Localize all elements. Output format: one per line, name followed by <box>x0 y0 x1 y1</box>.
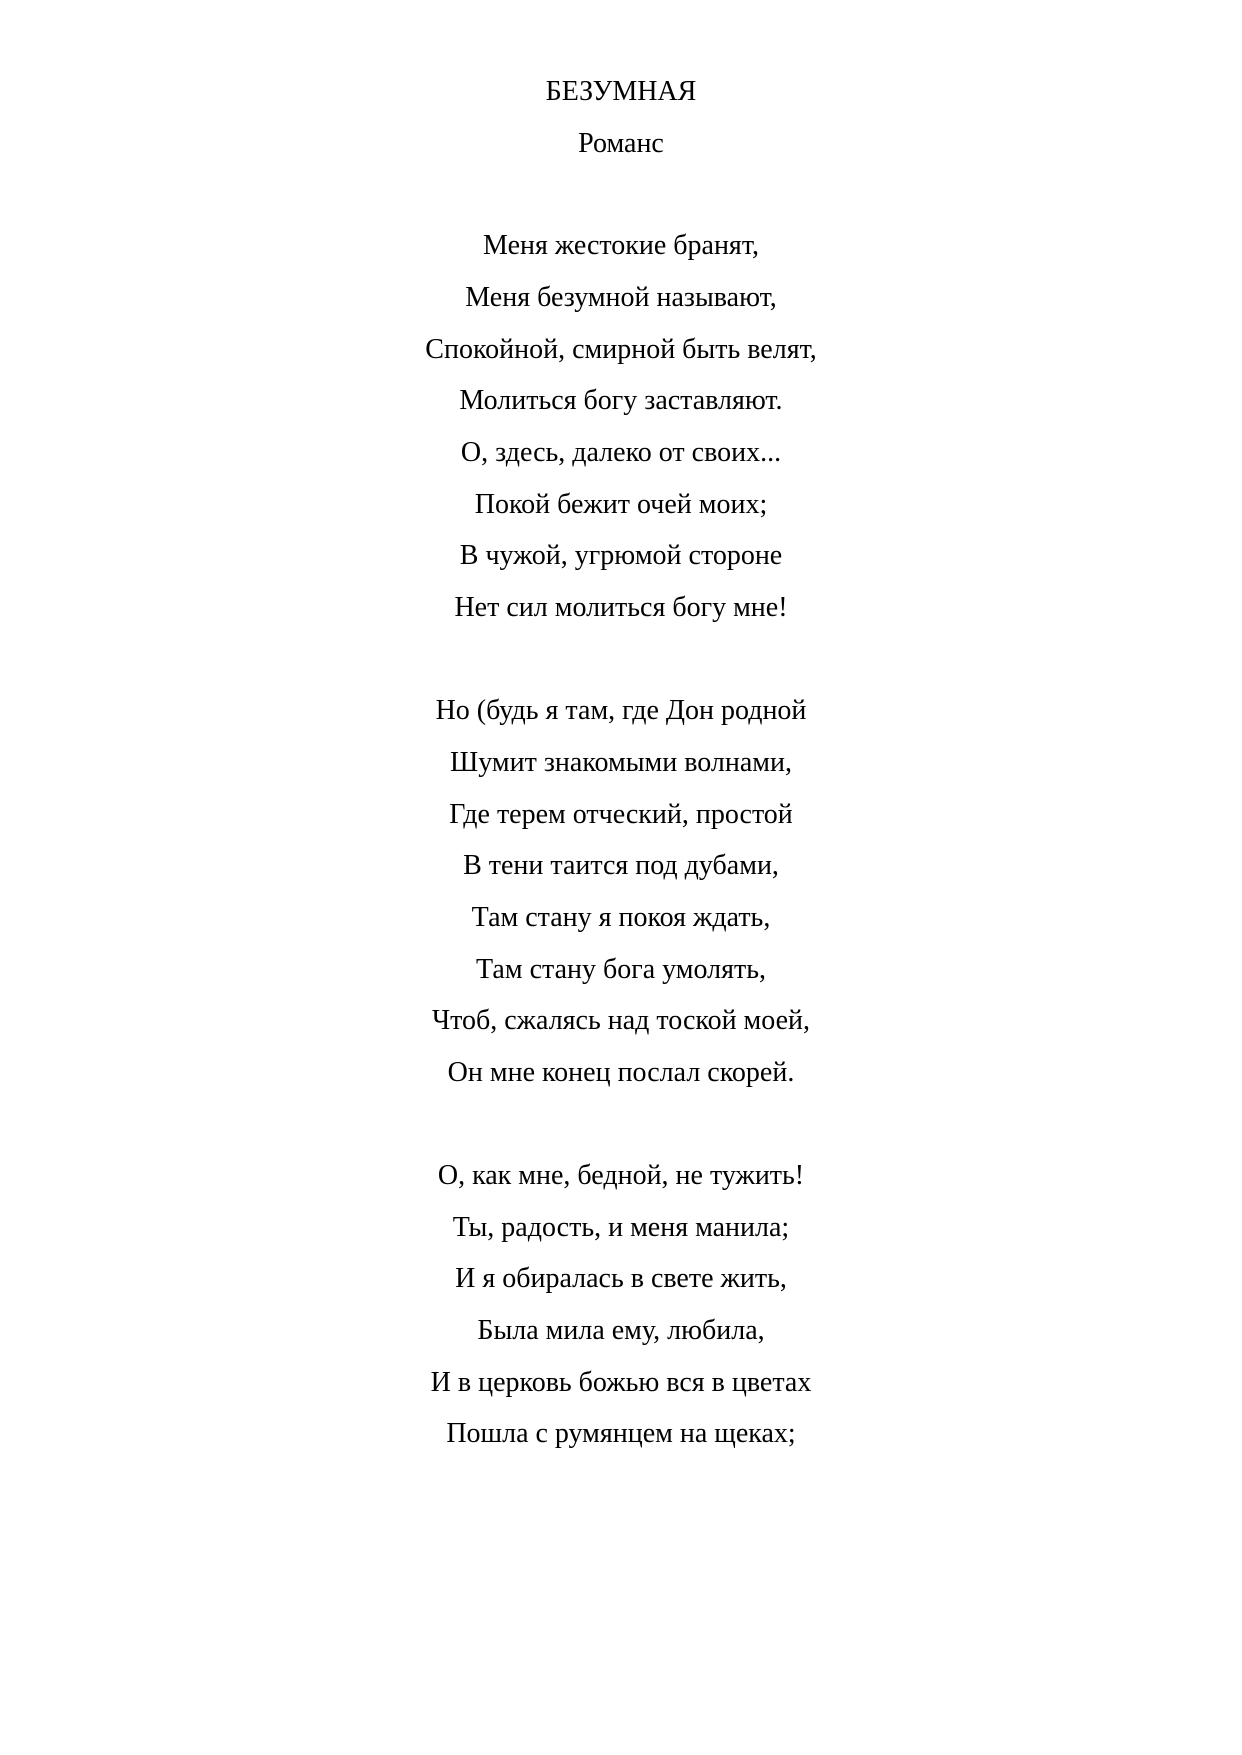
poem-line: В тени таится под дубами, <box>463 850 779 881</box>
poem-line: И в церковь божью вся в цветах <box>430 1367 812 1398</box>
poem-line: Спокойной, смирной быть велят, <box>425 334 817 365</box>
poem-line: Нет сил молиться богу мне! <box>454 592 788 623</box>
poem-subtitle: Романс <box>578 128 664 159</box>
poem-line: Меня безумной называют, <box>465 282 777 313</box>
poem-line: Молиться богу заставляют. <box>459 385 783 416</box>
poem-line: О, как мне, бедной, не тужить! <box>437 1160 805 1191</box>
poem-line: Чтоб, сжалясь над тоской моей, <box>431 1005 811 1036</box>
poem-line: Он мне конец послал скорей. <box>447 1057 795 1088</box>
poem-line: Где терем отческий, простой <box>449 799 793 830</box>
poem-line: В чужой, угрюмой стороне <box>459 540 783 571</box>
poem-line: Но (будь я там, где Дон родной <box>435 695 807 726</box>
poem-line: Ты, радость, и меня манила; <box>452 1212 790 1243</box>
poem-line: Там стану я покоя ждать, <box>471 902 771 933</box>
poem-line: Меня жестокие бранят, <box>483 230 759 261</box>
poem-line: Шумит знакомыми волнами, <box>450 747 792 778</box>
poem-line: Была мила ему, любила, <box>477 1315 765 1346</box>
poem-line: Покой бежит очей моих; <box>474 489 768 520</box>
poem-line: О, здесь, далеко от своих... <box>460 437 782 468</box>
poem-line: Пошла с румянцем на щеках; <box>446 1418 796 1449</box>
poem-title: БЕЗУМНАЯ <box>545 76 697 107</box>
poem-line: И я обиралась в свете жить, <box>455 1263 787 1294</box>
poem-line: Там стану бога умолять, <box>476 954 766 985</box>
